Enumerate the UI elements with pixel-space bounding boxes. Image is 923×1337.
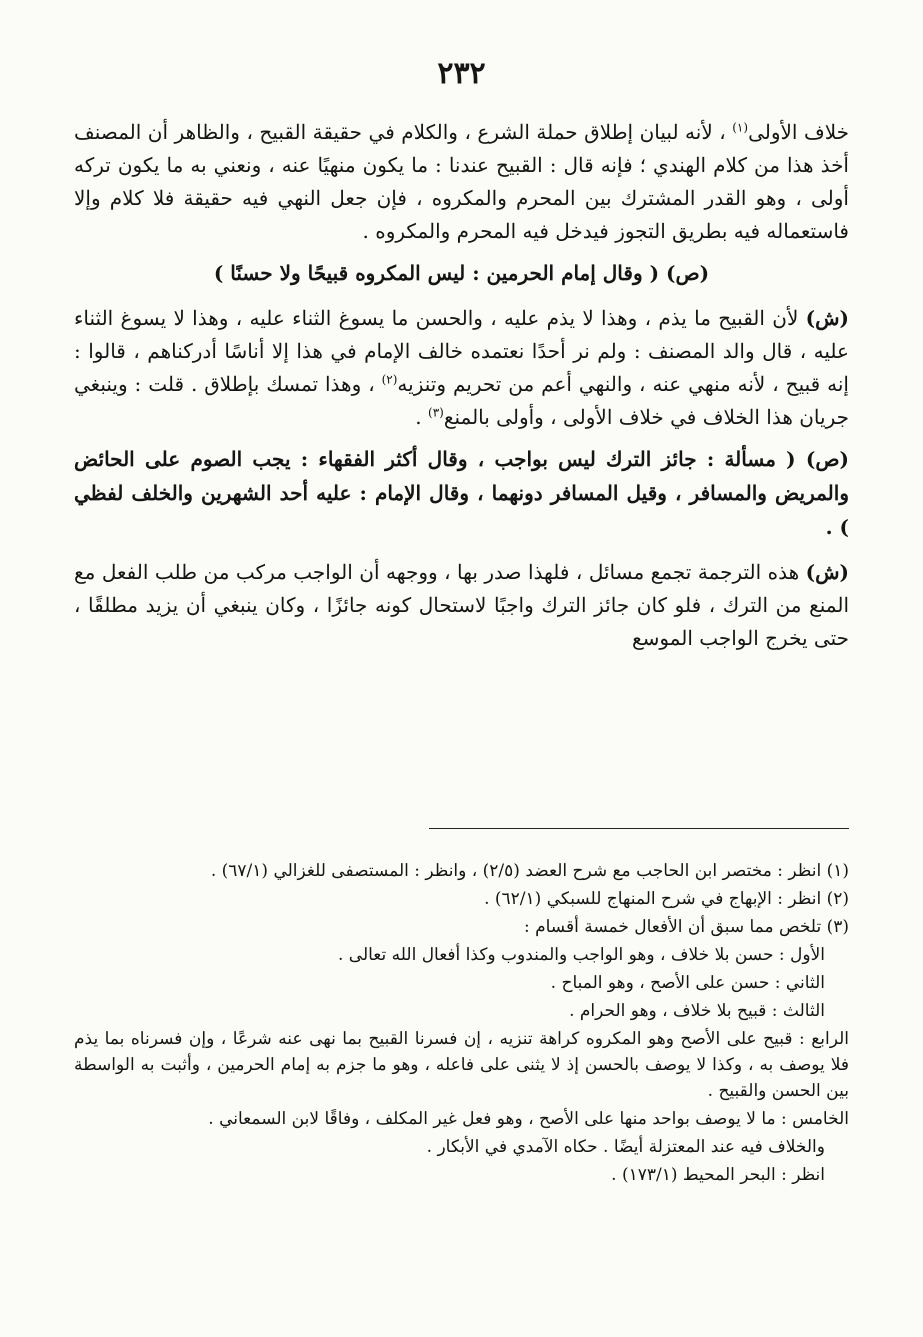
paragraph-2-part-3: . — [415, 405, 422, 429]
page-number: ٢٣٢ — [437, 56, 486, 91]
heading-masala — [74, 442, 849, 544]
main-text — [74, 116, 849, 663]
footnote-1: (١) انظر : مختصر ابن الحاجب مع شرح العضد (٢/٥) ، وانظر : المستصفى للغزالي (٦٧/١) . — [210, 861, 849, 881]
footnote-3-intro: (٣) تلخص مما سبق أن الأفعال خمسة أقسام : — [523, 917, 849, 937]
paragraph-3 — [74, 556, 849, 655]
paragraph-2-part-1: لأن القبيح ما يذم ، وهذا لا يذم عليه ، والحسن ما يسوغ الثناء عليه ، وهذا لا يسوغ الثناء عليه ، قال والد المصنف : ولم نر أحدًا نعتمده خالف الإمام في هذا إلا أناسًا أدركناهم ، قالوا : إنه قبيح ، لأنه منهي عنه ، والنهي أعم من تحريم وتنزيه — [74, 306, 849, 396]
sad-marker: (ص) — [666, 261, 710, 285]
footnote-3-item-3: الثالث : قبيح بلا خلاف ، وهو الحرام . — [569, 1001, 825, 1021]
footnote-ref-1: (١) — [732, 120, 749, 135]
paragraph-2 — [74, 302, 849, 434]
footnote-ref-2: (٢) — [381, 372, 398, 387]
paragraph-1 — [74, 116, 849, 248]
footnote-divider — [429, 828, 849, 829]
footnote-3-item-1: الأول : حسن بلا خلاف ، وهو الواجب والمندوب وكذا أفعال الله تعالى . — [337, 945, 825, 965]
footnote-3-item-5-cont: والخلاف فيه عند المعتزلة أيضًا . حكاه الآمدي في الأبكار . — [426, 1137, 825, 1157]
sad-marker: (ص) — [805, 447, 850, 471]
paragraph-1-start: خلاف الأولى — [748, 120, 849, 144]
heading-text: ( وقال إمام الحرمين : ليس المكروه قبيحًا ولا حسنًا ) — [213, 261, 660, 285]
heading-imam-haramayn — [74, 256, 849, 290]
footnote-3-source: انظر : البحر المحيط (١٧٣/١) . — [611, 1165, 825, 1185]
shin-marker: (ش) — [805, 560, 850, 584]
paragraph-3-text: هذه الترجمة تجمع مسائل ، فلهذا صدر بها ، ووجهه أن الواجب مركب من طلب الفعل مع المنع من الترك ، فلو كان جائز الترك واجبًا لاستحال كونه جائزًا ، وكان ينبغي أن يزيد مطلقًا ، حتى يخرج الواجب الموسع — [74, 560, 849, 650]
footnote-2: (٢) انظر : الإبهاج في شرح المنهاج للسبكي (٦٢/١) . — [484, 889, 849, 909]
footnote-3-item-2: الثاني : حسن على الأصح ، وهو المباح . — [550, 973, 825, 993]
paragraph-1-text: ، لأنه لبيان إطلاق حملة الشرع ، والكلام في حقيقة القبيح ، والظاهر أن المصنف أخذ هذا من كلام الهندي ؛ فإنه قال : القبيح عندنا : ما يكون منهيًا عنه ، ونعني به ما يكون تركه أولى ، وهو القدر المشترك بين المحرم والمكروه ، فإن جعل النهي فيه حقيقة فلا كلام وإلا فاستعماله فيه بطريق التجوز فيدخل فيه المحرم والمكروه . — [74, 120, 849, 243]
shin-marker: (ش) — [805, 306, 849, 330]
footnotes — [74, 858, 849, 1190]
footnote-3-item-4: الرابع : قبيح على الأصح وهو المكروه كراهة تنزيه ، إن فسرنا القبيح بما نهى عنه شرعًا ، وإن فسرناه بما يذم فلا يوصف به ، وكذا لا يوصف بالحسن إذ لا يثنى على فاعله ، وهو ما جزم به إمام الحرمين ، وأثبت به الواسطة بين الحسن والقبيح . — [74, 1029, 849, 1101]
heading-text: ( مسألة : جائز الترك ليس بواجب ، وقال أكثر الفقهاء : يجب الصوم على الحائض والمريض والمسافر ، وقيل المسافر دونهما ، وقال الإمام : عليه أحد الشهرين والخلف لفظي ) . — [74, 447, 849, 539]
paragraph-2-part-2: ، وهذا تمسك بإطلاق . قلت : وينبغي جريان هذا الخلاف في خلاف الأولى ، وأولى بالمنع — [74, 372, 849, 429]
footnote-3-item-5: الخامس : ما لا يوصف بواحد منها على الأصح ، وهو فعل غير المكلف ، وفاقًا لابن السمعاني . — [208, 1109, 849, 1129]
footnote-ref-3: (٣) — [428, 405, 444, 420]
